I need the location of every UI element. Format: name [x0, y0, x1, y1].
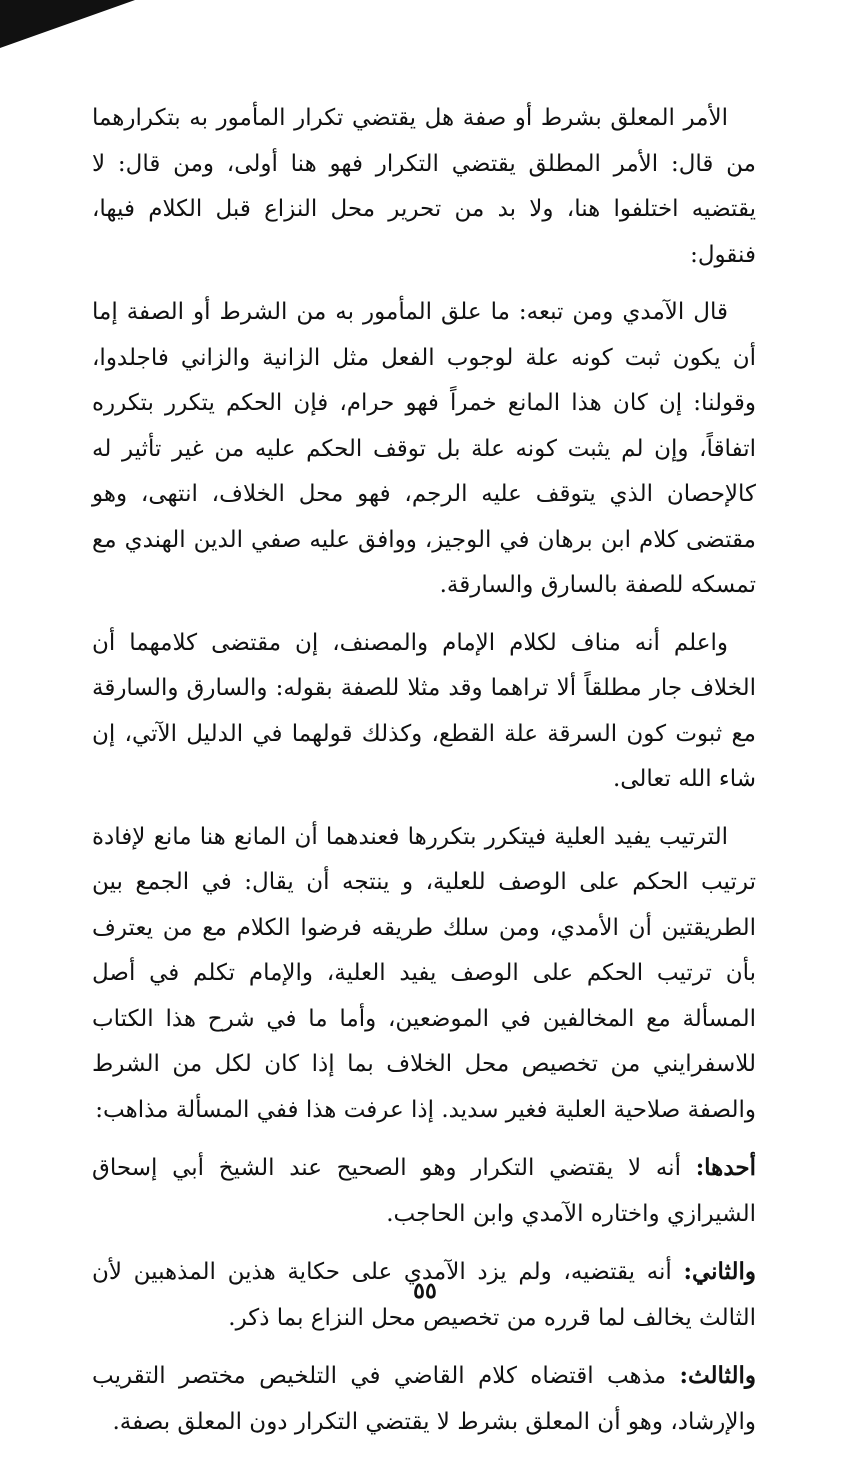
opinion-third-term: والثالث: [679, 1362, 756, 1389]
opinion-second-term: والثاني: [683, 1258, 756, 1285]
opinion-first-term: أحدها: [695, 1154, 756, 1181]
paragraph-4: الترتيب يفيد العلية فيتكرر بتكررها فعندهما أن المانع هنا مانع لإفادة ترتيب الحكم على الوصف للعلية، و ينتجه أن يقال: في الجمع بين الطريقتين أن الأمدي، ومن سلك طريقه فرضوا الكلام مع من يعترف بأن ترتيب الحكم على الوصف يفيد العلية، والإمام تكلم في أصل المسألة مع المخالفين في الموضعين، وأما ما في شرح هذا الكتاب للاسفرايني من تخصيص محل الخلاف بما إذا كان لكل من الشرط والصفة صلاحية العلية فغير سديد. إذا عرفت هذا ففي المسألة مذاهب: [92, 823, 756, 1123]
opinion-first [92, 1145, 756, 1237]
paragraph-3: واعلم أنه مناف لكلام الإمام والمصنف، إن مقتضى كلامهما أن الخلاف جار مطلقاً ألا تراهما وقد مثلا للصفة بقوله: والسارق والسارقة مع ثبوت كون السرقة علة القطع، وكذلك قولهما في الدليل الآتي، إن شاء الله تعالى. [92, 629, 756, 792]
page-number: ٥٥ [413, 1278, 437, 1304]
opinion-third-text: مذهب اقتضاه كلام القاضي في التلخيص مختصر التقريب والإرشاد، وهو أن المعلق بشرط لا يقتضي التكرار دون المعلق بصفة. [92, 1363, 756, 1435]
opinion-second-text: أنه يقتضيه، ولم يزد الآمدي على حكاية هذين المذهبين لأن الثالث يخالف لما قرره من تخصيص محل النزاع بما ذكر. [92, 1259, 756, 1331]
paragraph-2: قال الآمدي ومن تبعه: ما علق المأمور به من الشرط أو الصفة إما أن يكون ثبت كونه علة لوجوب الفعل مثل الزانية والزاني فاجلدوا، وقولنا: إن كان هذا المانع خمراً فهو حرام، فإن الحكم يتكرر بتكرره اتفاقاً، وإن لم يثبت كونه علة بل توقف الحكم عليه من غير تأثير له كالإحصان الذي يتوقف عليه الرجم، فهو محل الخلاف، انتهى، وهو مقتضى كلام ابن برهان في الوجيز، ووافق عليه صفي الدين الهندي مع تمسكه للصفة بالسارق والسارقة. [92, 299, 756, 598]
opinion-first-text: أنه لا يقتضي التكرار وهو الصحيح عند الشيخ أبي إسحاق الشيرازي واختاره الآمدي وابن الحاجب. [92, 1155, 756, 1227]
page-corner-mark [0, 0, 135, 48]
paragraph-1: الأمر المعلق بشرط أو صفة هل يقتضي تكرار المأمور به بتكرارهما من قال: الأمر المطلق يقتضي التكرار فهو هنا أولى، ومن قال: لا يقتضيه اختلفوا هنا، ولا بد من تحرير محل النزاع قبل الكلام فيها، فنقول: [92, 105, 756, 268]
page-body [92, 96, 756, 1457]
opinion-third [92, 1353, 756, 1445]
